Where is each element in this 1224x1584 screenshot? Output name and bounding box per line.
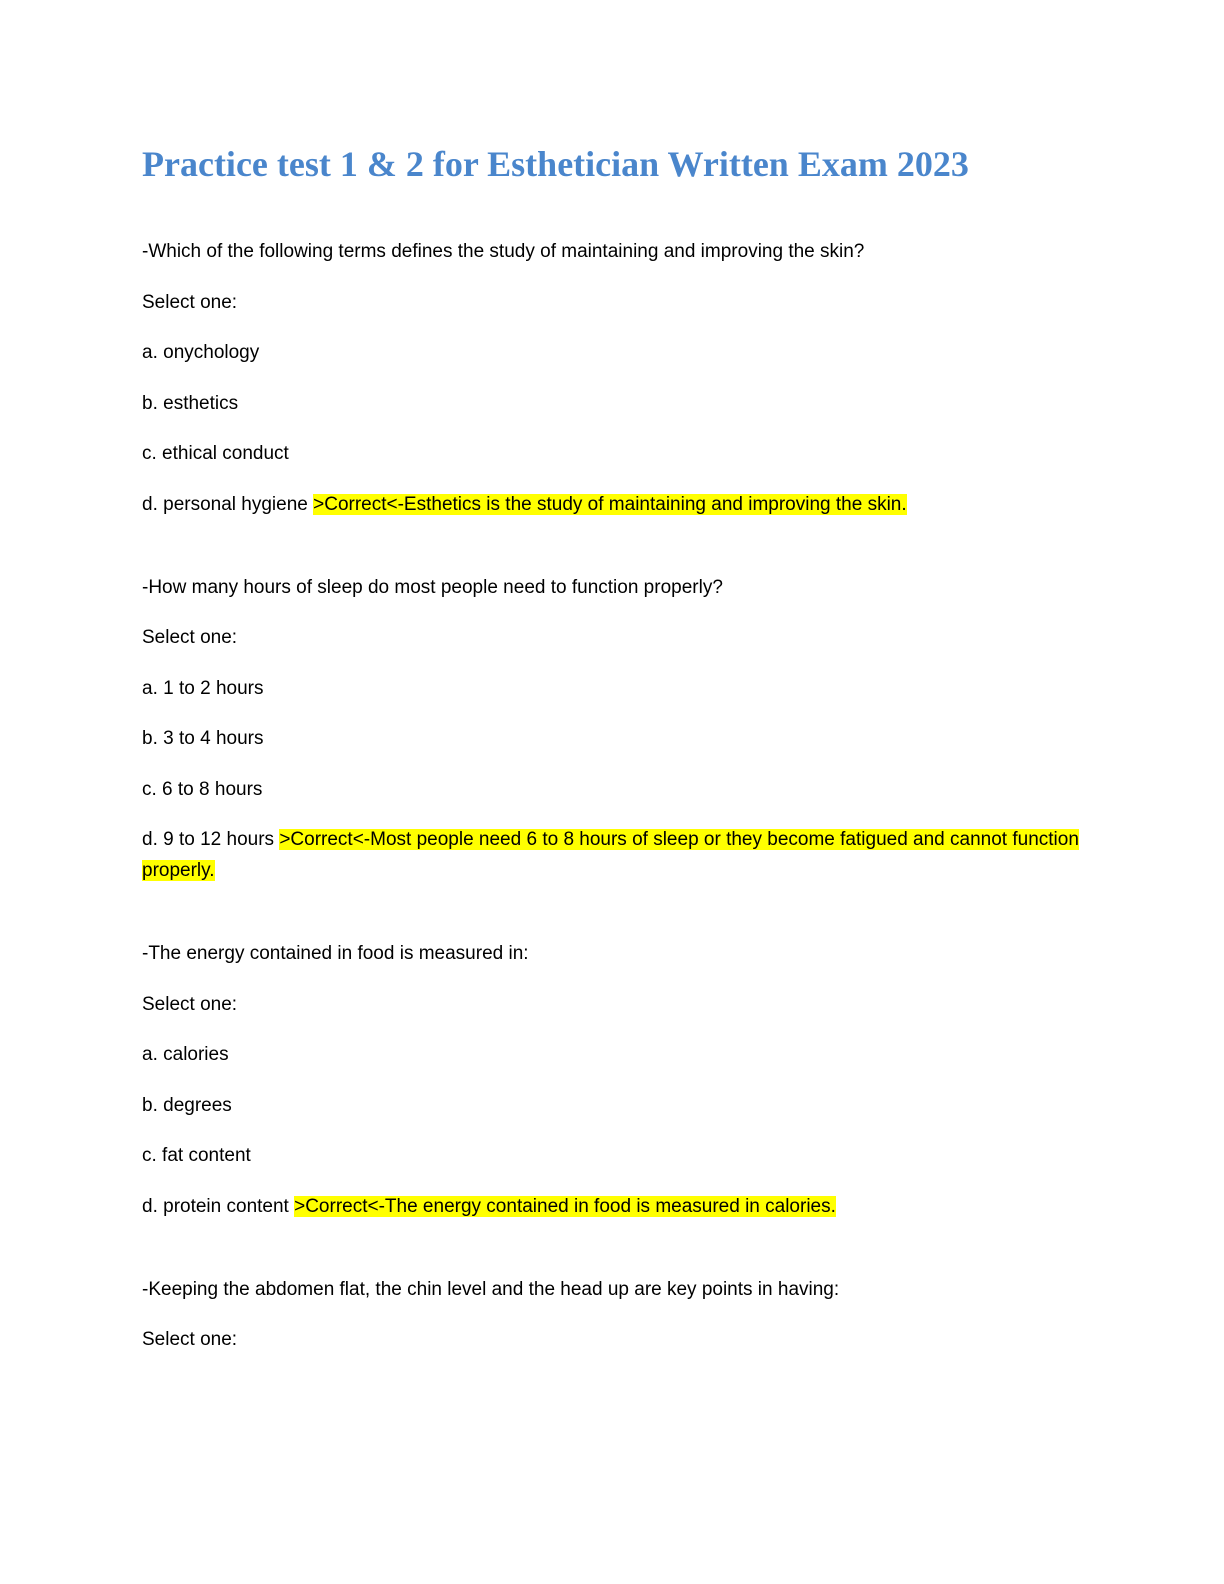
- document-page: [142, 140, 1082, 1375]
- option-c: c. ethical conduct: [142, 443, 289, 464]
- option-b: b. esthetics: [142, 392, 239, 414]
- question-block-1: [142, 236, 1082, 520]
- answer-feedback-highlight: >Correct<-Esthetics is the study of maintaining and improving the skin.: [313, 493, 907, 515]
- question-block-4: [142, 1274, 1082, 1356]
- option-d-with-feedback: [142, 824, 1082, 886]
- option-a: a. onychology: [142, 342, 260, 363]
- option-c: c. fat content: [142, 1145, 251, 1166]
- select-prompt: Select one:: [142, 1329, 238, 1350]
- option-a: a. calories: [142, 1044, 229, 1065]
- select-prompt: Select one:: [142, 993, 238, 1015]
- answer-feedback-highlight: >Correct<-The energy contained in food is measured in calories.: [294, 1195, 836, 1217]
- question-block-3: [142, 938, 1082, 1222]
- option-d: d. protein content: [142, 1195, 295, 1217]
- document-title: Practice test 1 & 2 for Esthetician Written Exam 2023: [142, 144, 969, 184]
- option-d: d. personal hygiene: [142, 493, 314, 515]
- option-b: b. degrees: [142, 1094, 232, 1116]
- option-b: b. 3 to 4 hours: [142, 728, 264, 749]
- question-block-2: [142, 572, 1082, 887]
- select-prompt: Select one:: [142, 291, 238, 313]
- option-a: a. 1 to 2 hours: [142, 677, 264, 699]
- option-d-with-feedback: [142, 1191, 1082, 1222]
- answer-feedback-highlight: >Correct<-Most people need 6 to 8 hours of sleep or they become fatigued and cannot function properly.: [142, 829, 1079, 881]
- question-text: -Which of the following terms defines the study of maintaining and improving the skin?: [142, 241, 865, 262]
- question-text: -Keeping the abdomen flat, the chin level and the head up are key points in having:: [142, 1278, 840, 1300]
- question-text: -The energy contained in food is measured in:: [142, 943, 529, 964]
- option-c: c. 6 to 8 hours: [142, 778, 263, 800]
- option-d: d. 9 to 12 hours: [142, 829, 280, 850]
- option-d-with-feedback: [142, 489, 1082, 520]
- question-text: -How many hours of sleep do most people need to function properly?: [142, 576, 723, 598]
- select-prompt: Select one:: [142, 627, 238, 648]
